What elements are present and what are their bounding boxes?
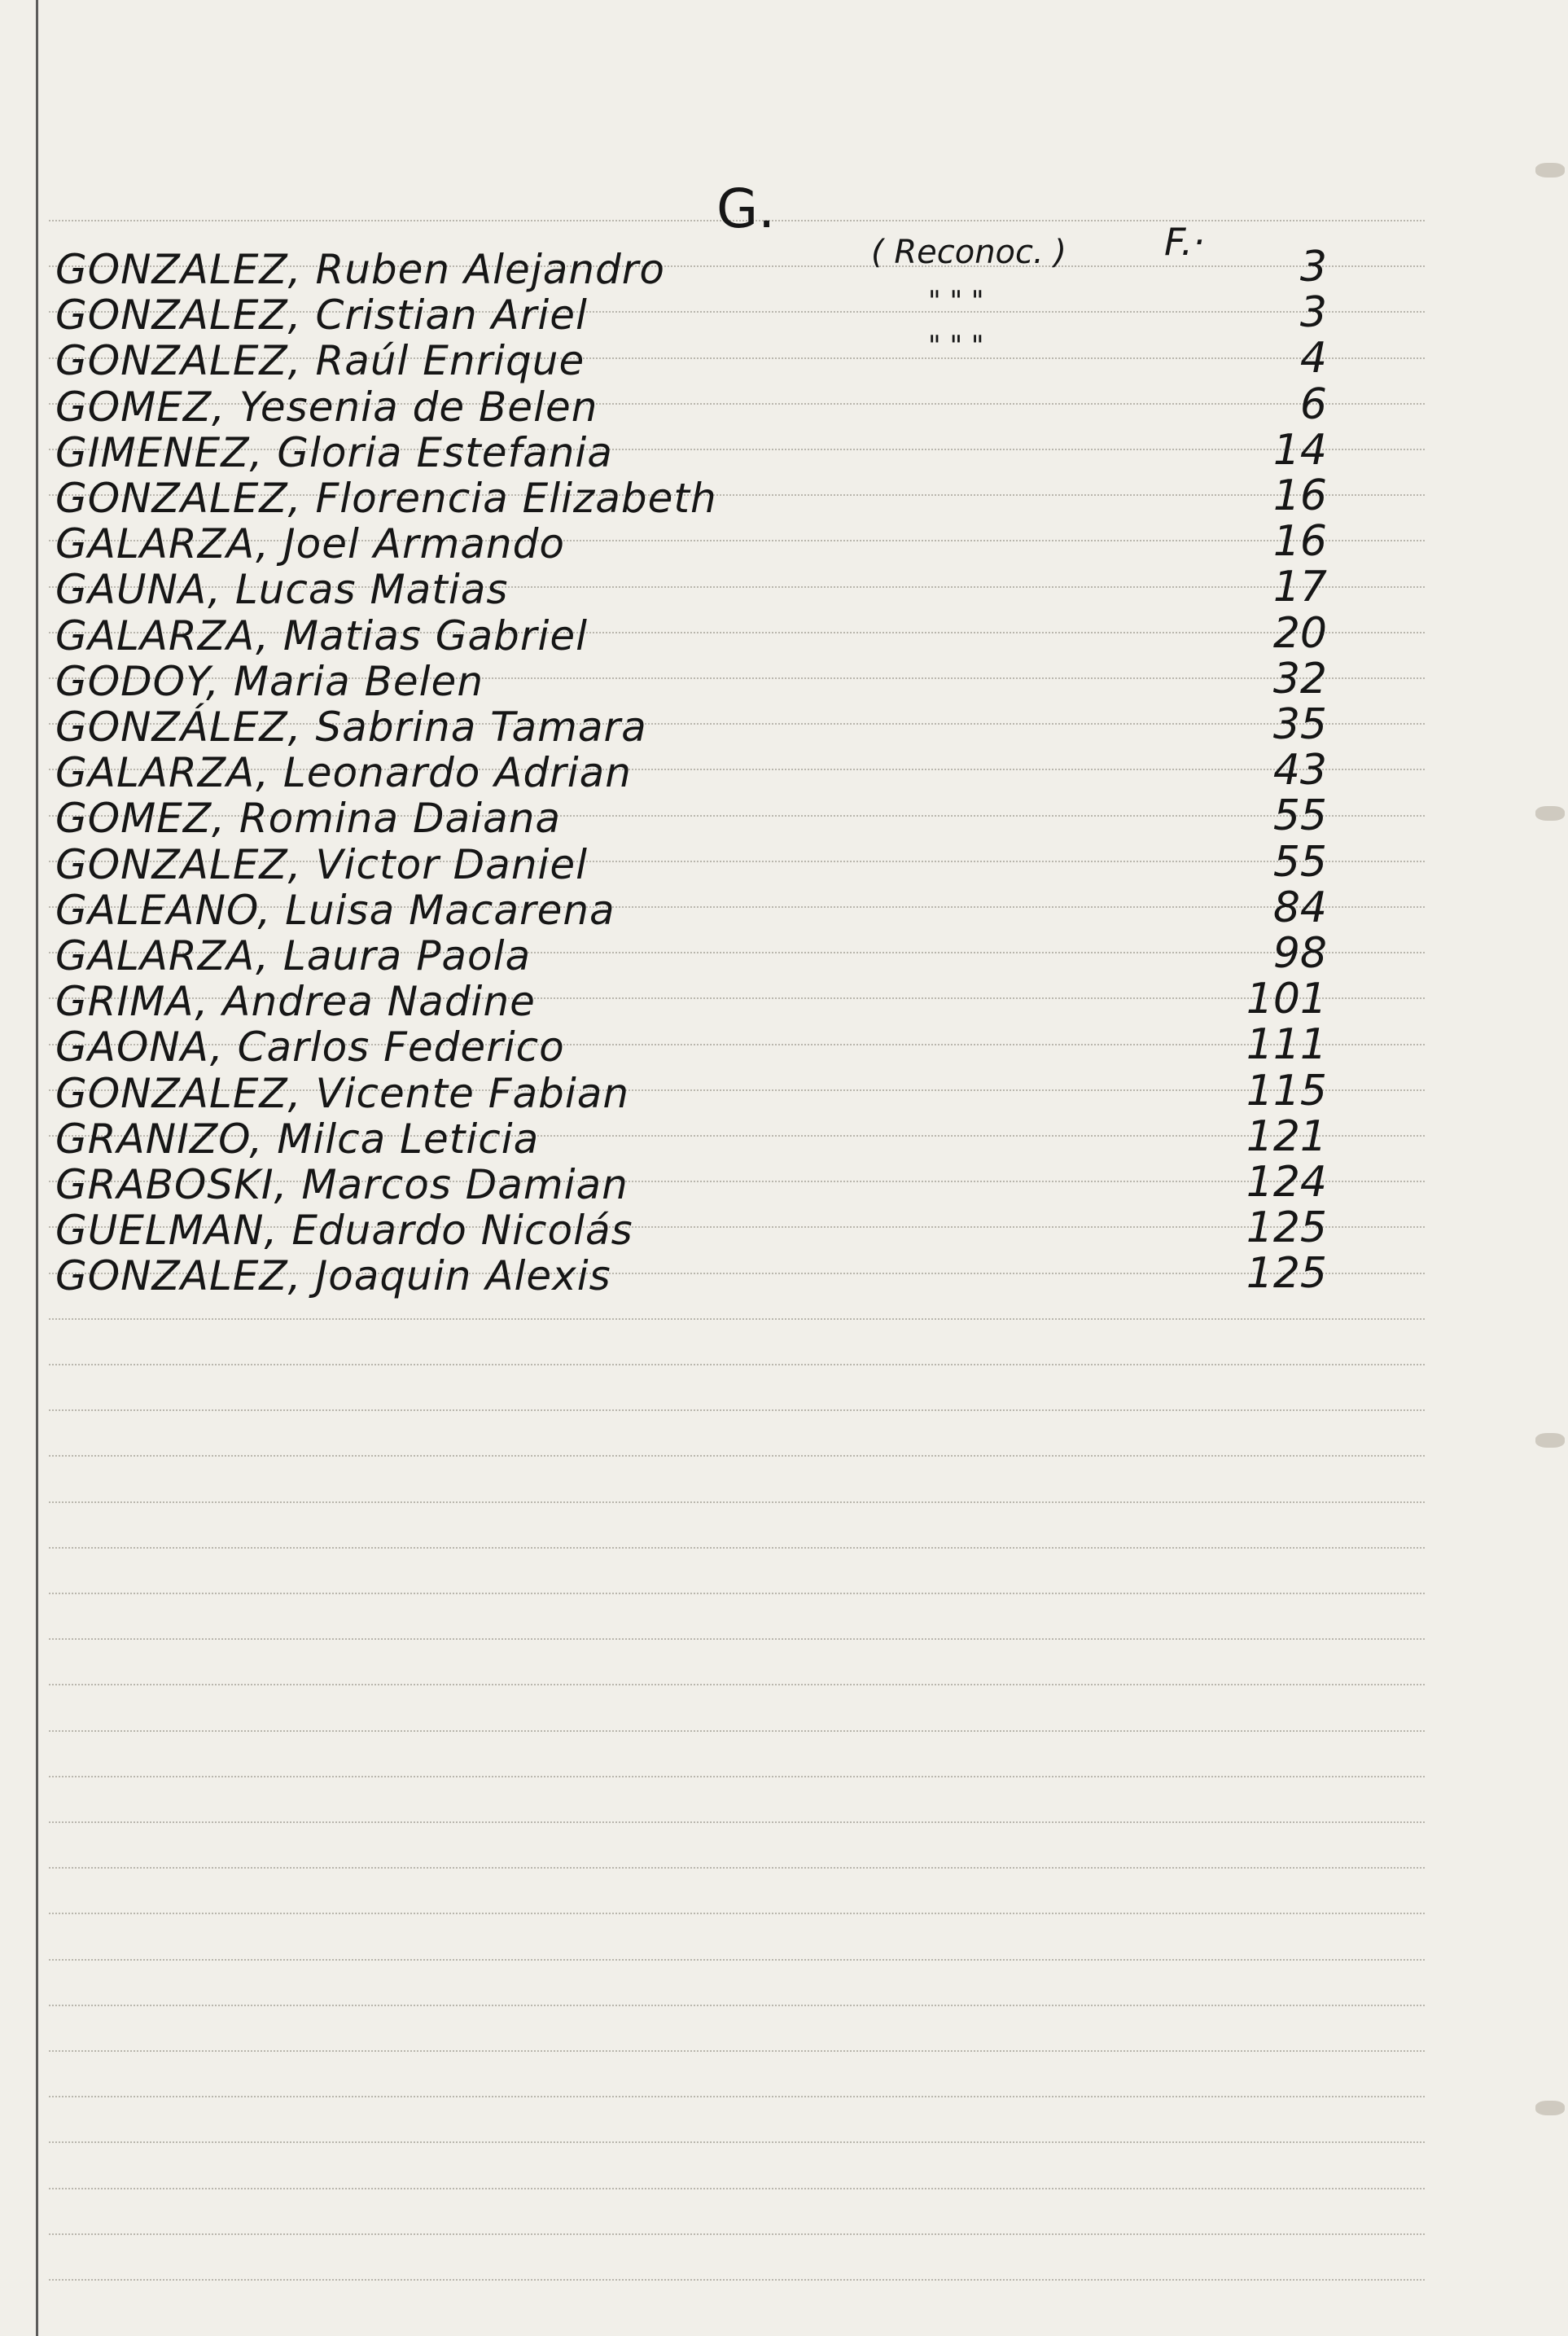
ruled-line — [49, 1638, 1425, 1640]
ruled-line — [49, 1455, 1425, 1457]
entry-folio: 111 — [1246, 1020, 1327, 1069]
ruled-line — [49, 1409, 1425, 1411]
entry-name: GOMEZ, Romina Daiana — [55, 795, 562, 842]
entry-folio: 35 — [1272, 700, 1327, 749]
ruled-line — [49, 1730, 1425, 1732]
binding-hole — [1535, 163, 1565, 178]
entry-name: GALARZA, Leonardo Adrian — [55, 749, 632, 796]
entry-folio: 125 — [1246, 1249, 1327, 1298]
entry-folio: 115 — [1246, 1067, 1327, 1115]
note-column-header: ( Reconoc. ) — [871, 234, 1067, 271]
entry-name: GAUNA, Lucas Matias — [55, 566, 509, 613]
binding-hole — [1535, 1433, 1565, 1448]
entry-name: GODOY, Maria Belen — [55, 658, 484, 705]
ruled-line — [49, 1776, 1425, 1777]
entry-name: GONZÁLEZ, Sabrina Tamara — [55, 703, 647, 751]
entry-name: GALARZA, Matias Gabriel — [55, 612, 589, 660]
entry-name: GOMEZ, Yesenia de Belen — [55, 383, 598, 431]
entry-name: GUELMAN, Eduardo Nicolás — [55, 1207, 633, 1254]
entry-folio: 20 — [1272, 609, 1327, 658]
ruled-line — [49, 1501, 1425, 1503]
entry-folio: 4 — [1299, 334, 1327, 383]
ruled-line — [49, 1364, 1425, 1365]
entry-name: GALARZA, Joel Armando — [55, 520, 565, 568]
binding-hole — [1535, 806, 1565, 821]
ruled-line — [49, 2050, 1425, 2052]
ruled-line — [49, 2279, 1425, 2281]
entry-name: GAONA, Carlos Federico — [55, 1023, 565, 1071]
entry-folio: 14 — [1272, 426, 1327, 475]
ruled-line — [49, 2005, 1425, 2006]
entry-name: GALEANO, Luisa Macarena — [55, 887, 615, 934]
entry-folio: 43 — [1272, 746, 1327, 795]
entry-folio: 6 — [1299, 380, 1327, 429]
index-letter: G. — [716, 178, 776, 240]
ruled-line — [49, 1913, 1425, 1914]
entry-folio: 3 — [1299, 288, 1327, 337]
entry-name: GRABOSKI, Marcos Damian — [55, 1161, 629, 1208]
entry-folio: 55 — [1272, 838, 1327, 887]
entry-name: GONZALEZ, Cristian Ariel — [55, 291, 588, 339]
entry-folio: 32 — [1272, 655, 1327, 703]
ruled-line — [49, 2096, 1425, 2097]
entry-name: GONZALEZ, Ruben Alejandro — [55, 246, 665, 293]
entry-folio: 124 — [1246, 1158, 1327, 1207]
ruled-line — [49, 1959, 1425, 1961]
binding-hole — [1535, 2101, 1565, 2115]
entry-name: GONZALEZ, Florencia Elizabeth — [55, 475, 717, 522]
entry-folio: 3 — [1299, 243, 1327, 291]
entry-name: GRANIZO, Milca Leticia — [55, 1115, 540, 1163]
entry-name: GONZALEZ, Victor Daniel — [55, 841, 589, 888]
entry-name: GALARZA, Laura Paola — [55, 932, 532, 980]
margin-line — [36, 0, 38, 2336]
entry-folio: 121 — [1246, 1112, 1327, 1161]
entry-name: GONZALEZ, Raúl Enrique — [55, 337, 585, 384]
ditto-marks: " " " — [928, 330, 984, 362]
entry-name: GONZALEZ, Vicente Fabian — [55, 1070, 630, 1117]
ruled-line — [49, 1684, 1425, 1685]
ruled-line — [49, 1593, 1425, 1594]
entry-folio: 101 — [1246, 975, 1327, 1023]
entry-name: GONZALEZ, Joaquin Alexis — [55, 1252, 611, 1299]
ruled-line — [49, 2233, 1425, 2235]
ruled-line — [49, 1821, 1425, 1823]
ruled-line — [49, 2141, 1425, 2143]
entry-folio: 16 — [1272, 517, 1327, 566]
ditto-marks: " " " — [928, 285, 984, 318]
entry-folio: 55 — [1272, 791, 1327, 840]
ruled-line — [49, 1867, 1425, 1869]
entry-folio: 17 — [1272, 563, 1327, 611]
ruled-line — [49, 1318, 1425, 1320]
entry-folio: 98 — [1272, 929, 1327, 978]
ruled-line — [49, 2188, 1425, 2189]
entry-folio: 125 — [1246, 1203, 1327, 1252]
entry-folio: 16 — [1272, 471, 1327, 520]
entry-name: GIMENEZ, Gloria Estefania — [55, 429, 613, 476]
entry-name: GRIMA, Andrea Nadine — [55, 978, 536, 1025]
folio-column-header: F.· — [1164, 220, 1205, 264]
entry-folio: 84 — [1272, 883, 1327, 932]
ruled-line — [49, 1547, 1425, 1549]
